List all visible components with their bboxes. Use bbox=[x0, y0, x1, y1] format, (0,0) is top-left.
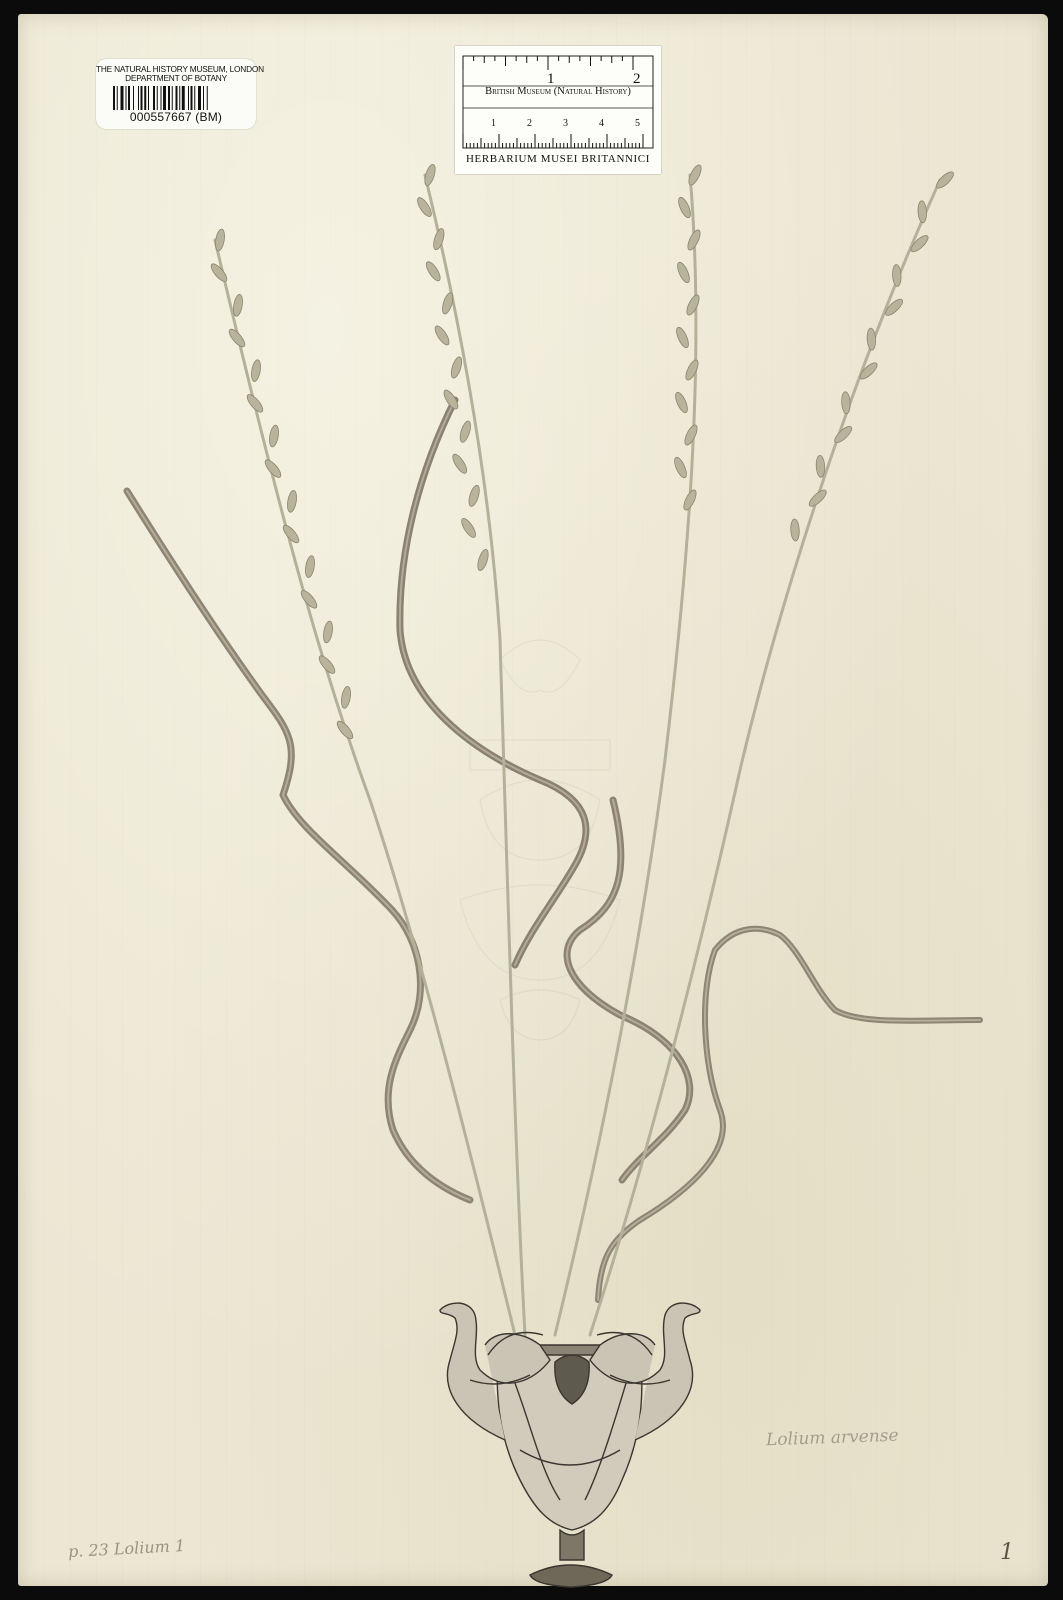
vase-foot bbox=[530, 1565, 612, 1587]
barcode-image bbox=[111, 86, 241, 110]
spikelet bbox=[790, 519, 800, 541]
spikelet bbox=[304, 555, 316, 578]
spikelet bbox=[458, 420, 473, 443]
spikelet bbox=[673, 391, 690, 415]
department-text: DEPARTMENT OF BOTANY bbox=[125, 73, 227, 83]
spikelet bbox=[672, 456, 689, 480]
barcode-bar bbox=[172, 86, 173, 110]
barcode-bar bbox=[161, 86, 162, 110]
cm-label-5: 5 bbox=[635, 118, 640, 129]
museum-barcode-label bbox=[96, 59, 264, 129]
barcode-bar bbox=[133, 86, 134, 110]
paper-watermark bbox=[460, 640, 620, 1040]
cm-label-1: 1 bbox=[491, 118, 496, 129]
grass-culms bbox=[215, 175, 940, 1335]
spikelet bbox=[250, 359, 262, 382]
spikelet bbox=[684, 293, 701, 316]
culm-3 bbox=[555, 175, 696, 1335]
spikelet bbox=[867, 328, 877, 350]
spikelet bbox=[459, 516, 478, 539]
spikelet bbox=[683, 358, 700, 381]
cm-label-2: 2 bbox=[527, 118, 532, 129]
leaf-center-twisted bbox=[400, 400, 586, 965]
spikelet bbox=[424, 260, 443, 283]
spikelet bbox=[917, 201, 927, 223]
barcode-bar bbox=[138, 86, 139, 110]
barcode-bar bbox=[168, 86, 170, 110]
barcode-bar bbox=[128, 86, 130, 110]
spikelet bbox=[449, 356, 464, 379]
cm-label-3: 3 bbox=[563, 118, 568, 129]
spikelet bbox=[432, 227, 447, 250]
spikelet bbox=[322, 620, 334, 643]
spikelet bbox=[934, 169, 956, 190]
barcode-bar bbox=[163, 86, 166, 110]
barcode-bar bbox=[179, 86, 180, 110]
barcode-bar bbox=[194, 86, 195, 110]
barcode-bar bbox=[176, 86, 178, 110]
barcode-bar bbox=[148, 86, 149, 110]
reference-handwriting: p. 23 Lolium 1 bbox=[67, 1535, 186, 1562]
spikelet bbox=[476, 548, 491, 571]
engraved-vase-illustration bbox=[440, 1303, 700, 1587]
spikelet bbox=[232, 294, 244, 317]
barcode-bar bbox=[188, 86, 189, 110]
spikelet bbox=[832, 424, 854, 445]
spikelet bbox=[807, 488, 829, 509]
barcode-bar bbox=[191, 86, 193, 110]
inch-label-1: 1 bbox=[547, 71, 555, 87]
spikelet bbox=[433, 324, 452, 347]
herbarium-text: HERBARIUM MUSEI BRITANNICI bbox=[466, 153, 650, 165]
spikelet bbox=[674, 326, 691, 350]
barcode-bar bbox=[157, 86, 158, 110]
institution-text: THE NATURAL HISTORY MUSEUM, LONDON bbox=[96, 64, 264, 74]
inch-label-2: 2 bbox=[633, 71, 641, 87]
determination-handwriting: Lolium arvense bbox=[765, 1425, 899, 1451]
grass-leaves bbox=[127, 400, 980, 1300]
culm-4 bbox=[590, 180, 940, 1335]
barcode-bar bbox=[207, 86, 208, 110]
barcode-bar bbox=[126, 86, 127, 110]
barcode-bar bbox=[153, 86, 155, 110]
spikelet bbox=[450, 452, 469, 475]
sheet-number-handwriting: 1 bbox=[1000, 1540, 1014, 1565]
spikelet bbox=[682, 423, 699, 446]
culm-2 bbox=[425, 175, 525, 1335]
barcode-bar bbox=[182, 86, 185, 110]
scale-ruler-card bbox=[455, 46, 661, 174]
spikelet bbox=[816, 455, 826, 477]
spikelet bbox=[676, 196, 693, 220]
vase-stem bbox=[560, 1530, 584, 1560]
spikelet bbox=[340, 686, 352, 709]
catalogue-number: 000557667 (BM) bbox=[129, 110, 223, 124]
barcode-bar bbox=[141, 86, 143, 110]
barcode-bar bbox=[198, 86, 201, 110]
barcode-bar bbox=[203, 86, 204, 110]
leaf-left-long bbox=[127, 491, 470, 1200]
barcode-bar bbox=[117, 86, 118, 110]
spikelet bbox=[268, 424, 280, 447]
spikelet bbox=[335, 719, 356, 741]
spikelet bbox=[214, 228, 226, 251]
spikelet bbox=[467, 484, 482, 507]
spikelet bbox=[841, 392, 851, 414]
barcode-bar bbox=[144, 86, 146, 110]
barcode-bar bbox=[113, 86, 115, 110]
barcode-bar bbox=[121, 86, 124, 110]
spikelet bbox=[892, 264, 902, 286]
british-museum-text: British Museum (Natural History) bbox=[485, 86, 631, 97]
spikelet bbox=[286, 490, 298, 513]
spikelet bbox=[209, 262, 230, 284]
spikelet bbox=[675, 261, 692, 285]
cm-label-4: 4 bbox=[599, 118, 604, 129]
